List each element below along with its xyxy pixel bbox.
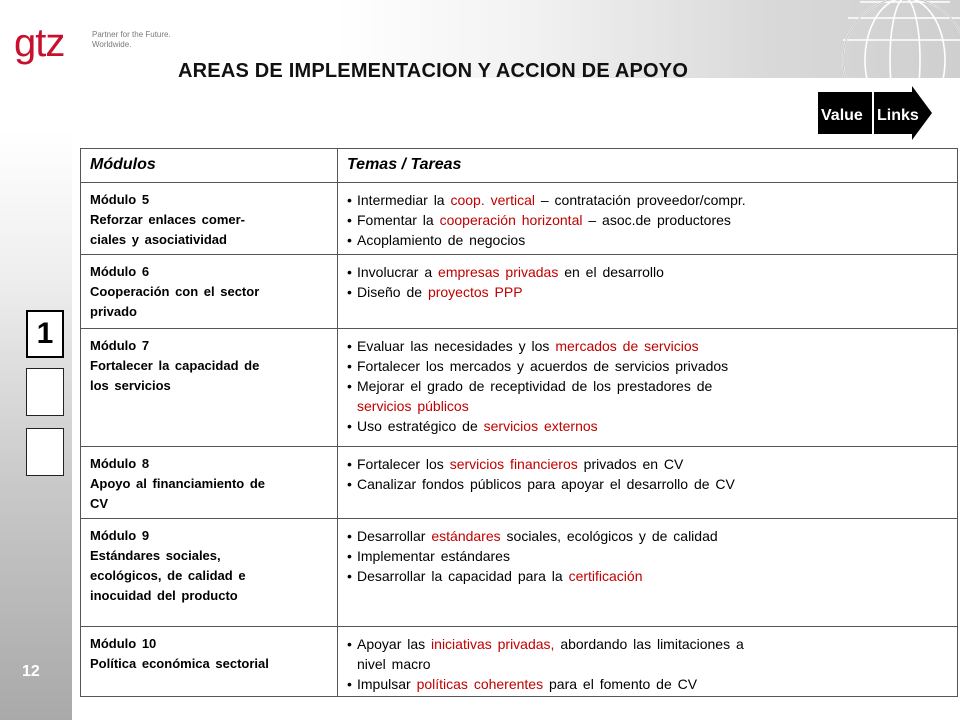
module-line: Fortalecer la capacidad de [90,358,260,373]
task-text: – contratación proveedor/compr. [534,192,746,208]
module-cell [81,183,338,255]
task-item [347,526,951,546]
task-text: Fomentar la [357,212,440,228]
task-text: Uso estratégico de [357,418,484,434]
highlight-text: proyectos PPP [427,284,523,300]
module-line: Apoyo al financiamiento de [90,476,266,491]
task-item [347,336,951,356]
task-text: sociales, ecológicos y de calidad [500,528,718,544]
task-item [347,566,951,586]
task-text: – asoc.de productores [582,212,731,228]
task-item [347,416,951,436]
task-item [347,230,951,250]
task-text: Canalizar fondos públicos para apoyar el desarrollo de CV [357,476,735,492]
module-line: los servicios [90,378,171,393]
value-links-right: Links [877,107,919,124]
task-item [347,356,951,376]
task-item [347,634,951,654]
task-text: Fortalecer los [357,456,450,472]
task-item [347,190,951,210]
module-cell [81,255,338,329]
highlight-text: cooperación horizontal [439,212,583,228]
task-text: Acoplamiento de negocios [357,232,526,248]
task-text: Implementar estándares [357,548,510,564]
module-line: Cooperación con el sector [90,284,260,299]
tasks-cell [338,329,958,447]
highlight-text: coop. vertical [450,192,535,208]
table-row [81,447,958,519]
task-text: Desarrollar [357,528,432,544]
task-item [347,474,951,494]
nav-box-label: 1 [36,317,54,350]
highlight-text: mercados de servicios [555,338,699,354]
module-line: CV [90,496,109,511]
bullet-icon: • [347,636,352,652]
tasks-cell [338,627,958,697]
module-line: privado [90,304,137,319]
page-number: 12 [22,663,40,680]
module-line: Estándares sociales, [90,548,221,563]
bullet-icon: • [347,568,352,584]
bullet-icon: • [347,528,352,544]
bullet-icon: • [347,456,352,472]
bullet-icon: • [347,358,352,374]
task-item [347,210,951,230]
bullet-icon: • [347,232,352,248]
bullet-icon: • [347,476,352,492]
table-row [81,255,958,329]
bullet-icon: • [347,676,352,692]
highlight-text: estándares [431,528,501,544]
module-line: Reforzar enlaces comer- [90,212,246,227]
task-item [347,454,951,474]
bullet-icon: • [347,284,352,300]
module-line: Módulo 7 [90,338,150,353]
tasks-cell [338,447,958,519]
value-links-logo [818,86,932,140]
table-row [81,183,958,255]
header-modulos: Módulos [81,149,338,183]
module-line: Módulo 8 [90,456,150,471]
bullet-icon: • [347,378,352,394]
tasks-cell [338,519,958,627]
task-item [347,546,951,566]
page-title: AREAS DE IMPLEMENTACION Y ACCION DE APOYO [178,60,689,82]
tagline-line1: Partner for the Future. [92,30,171,39]
nav-box-3[interactable] [26,428,64,476]
bullet-icon: • [347,264,352,280]
module-line: ecológicos, de calidad e [90,568,246,583]
module-cell [81,329,338,447]
bullet-icon: • [347,418,352,434]
task-text: Apoyar las [357,636,432,652]
module-line: Módulo 9 [90,528,150,543]
module-line: ciales y asociatividad [90,232,227,247]
task-item [347,376,951,396]
task-text: para el fomento de CV [543,676,698,692]
value-links-left: Value [821,107,863,124]
task-text: Desarrollar la capacidad para la [357,568,569,584]
nav-box-2[interactable] [26,368,64,416]
task-text: nivel macro [357,656,431,672]
tagline-line2: Worldwide. [92,40,132,49]
gtz-logo [14,22,84,70]
task-text: Involucrar a [357,264,439,280]
task-text: Fortalecer los mercados y acuerdos de servicios privados [357,358,729,374]
nav-box-1[interactable] [26,310,64,358]
task-text: en el desarrollo [558,264,664,280]
task-item [347,654,951,674]
task-text: Mejorar el grado de receptividad de los prestadores de [357,378,713,394]
header-temas: Temas / Tareas [338,149,958,183]
bullet-icon: • [347,212,352,228]
bullet-icon: • [347,548,352,564]
task-text: Impulsar [357,676,417,692]
highlight-text: certificación [568,568,643,584]
tagline [92,30,171,50]
module-cell [81,447,338,519]
task-item [347,674,951,694]
table-row [81,519,958,627]
module-line: Módulo 5 [90,192,150,207]
task-text: Intermediar la [357,192,451,208]
highlight-text: servicios financieros [449,456,578,472]
modules-table [80,148,958,697]
task-text: Diseño de [357,284,428,300]
module-line: Módulo 10 [90,636,157,651]
table-row [81,627,958,697]
highlight-text: políticas coherentes [416,676,544,692]
highlight-text: empresas privadas [438,264,559,280]
task-item [347,396,951,416]
highlight-text: servicios externos [483,418,598,434]
bullet-icon: • [347,192,352,208]
globe-icon [810,0,960,78]
table-header-row [81,149,958,183]
task-item [347,262,951,282]
left-sidebar [0,130,72,720]
bullet-icon: • [347,338,352,354]
module-cell [81,627,338,697]
highlight-text: servicios públicos [357,398,469,414]
table-row [81,329,958,447]
tasks-cell [338,183,958,255]
module-line: Módulo 6 [90,264,150,279]
task-item [347,282,951,302]
gtz-logo-text: gtz [14,22,65,65]
tasks-cell [338,255,958,329]
module-cell [81,519,338,627]
module-line: Política económica sectorial [90,656,269,671]
task-text: Evaluar las necesidades y los [357,338,556,354]
module-line: inocuidad del producto [90,588,238,603]
task-text: privados en CV [577,456,684,472]
task-text: abordando las limitaciones a [554,636,744,652]
highlight-text: iniciativas privadas, [431,636,555,652]
